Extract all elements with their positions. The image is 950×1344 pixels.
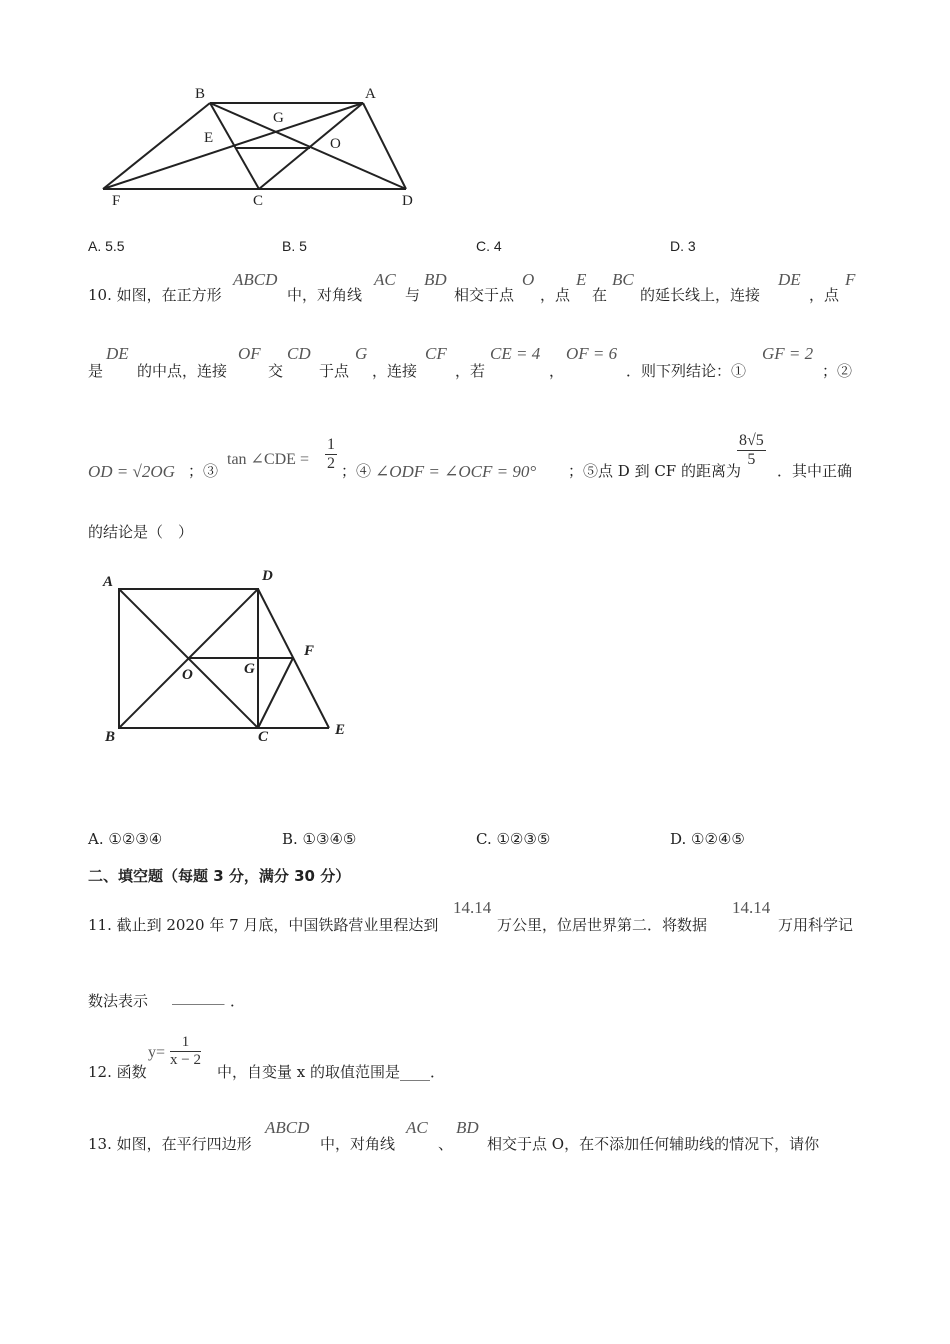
fraction-numerator: 1 bbox=[170, 1034, 201, 1052]
q10-text: ，点 bbox=[809, 286, 840, 304]
q10-option-c[interactable]: C. ①②③⑤ bbox=[476, 830, 551, 848]
q11-text: ． bbox=[230, 992, 246, 1010]
q10-text: ，点 bbox=[540, 286, 571, 304]
q10-conclusion-3: tan ∠CDE = bbox=[227, 451, 309, 468]
q10-math: AC bbox=[374, 270, 396, 289]
q10-math: CD bbox=[287, 344, 311, 363]
label-D: D bbox=[402, 193, 413, 209]
fraction-denominator: x − 2 bbox=[170, 1052, 201, 1068]
label-C: C bbox=[258, 729, 269, 745]
q9-option-b[interactable]: B. 5 bbox=[282, 238, 307, 254]
label-E: E bbox=[204, 130, 214, 146]
label-A: A bbox=[103, 574, 114, 590]
fraction-numerator: 1 bbox=[327, 436, 335, 453]
q13-text: 13. 如图，在平行四边形 bbox=[88, 1135, 252, 1153]
q11-text: 万用科学记 bbox=[778, 916, 854, 934]
q11-text: 万公里，位居世界第二．将数据 bbox=[497, 916, 708, 934]
q10-text: 的中点，连接 bbox=[137, 362, 228, 380]
q9-option-c[interactable]: C. 4 bbox=[476, 238, 502, 254]
q10-math: G bbox=[355, 344, 368, 363]
q12-text: 12. 函数 bbox=[88, 1063, 147, 1081]
q10-math: ABCD bbox=[233, 270, 278, 289]
q10-text: ；② bbox=[822, 362, 853, 380]
q10-text: ；④ bbox=[341, 462, 372, 480]
q10-conclusion-4: ∠ODF = ∠OCF = 90° bbox=[375, 462, 537, 481]
q10-text: 的延长线上，连接 bbox=[640, 286, 761, 304]
q10-text: ， bbox=[549, 362, 565, 380]
q10-text: 于点 bbox=[319, 362, 350, 380]
label-C: C bbox=[253, 193, 264, 209]
q10-math: DE bbox=[106, 344, 129, 363]
q11-text: 数法表示 bbox=[88, 992, 149, 1010]
label-O: O bbox=[182, 667, 193, 683]
q10-math: GF = 2 bbox=[762, 344, 814, 363]
q10-text: 是 bbox=[88, 362, 104, 380]
label-F: F bbox=[304, 643, 315, 659]
q10-math: CF bbox=[425, 344, 447, 363]
label-D: D bbox=[262, 568, 273, 584]
q11-text: 11. 截止到 2020 年 7 月底，中国铁路营业里程达到 bbox=[88, 916, 439, 934]
q10-math: E bbox=[576, 270, 587, 289]
q10-text: ．其中正确 bbox=[777, 462, 853, 480]
q10-option-a[interactable]: A. ①②③④ bbox=[88, 830, 163, 848]
q10-text: ；③ bbox=[188, 462, 219, 480]
q10-text: 交 bbox=[268, 362, 284, 380]
label-B: B bbox=[105, 729, 116, 745]
q10-text: 在 bbox=[592, 286, 608, 304]
q12-text: 中，自变量 x 的取值范围是____． bbox=[217, 1063, 445, 1081]
q13-math: AC bbox=[406, 1118, 428, 1137]
q10-math: OF bbox=[238, 344, 261, 363]
q10-text: 的结论是（ ） bbox=[88, 523, 194, 541]
q13-math: BD bbox=[456, 1118, 479, 1137]
q10-conclusion-2: OD = √2OG bbox=[88, 462, 175, 481]
fraction-denominator: 2 bbox=[327, 455, 335, 472]
q12-function-y: y= bbox=[148, 1044, 166, 1061]
label-E: E bbox=[335, 722, 346, 738]
q10-math: O bbox=[522, 270, 535, 289]
q11-value: 14.14 bbox=[732, 898, 771, 917]
q9-option-a[interactable]: A. 5.5 bbox=[88, 238, 125, 254]
q13-math: ABCD bbox=[265, 1118, 310, 1137]
q11-value: 14.14 bbox=[453, 898, 492, 917]
q10-option-b[interactable]: B. ①③④⑤ bbox=[282, 830, 357, 848]
q13-text: 、 bbox=[438, 1135, 454, 1153]
q10-text: 中，对角线 bbox=[287, 286, 363, 304]
q12-fraction bbox=[170, 1034, 201, 1069]
q10-math: F bbox=[845, 270, 856, 289]
q10-math: BD bbox=[424, 270, 447, 289]
q10-text: ，连接 bbox=[372, 362, 418, 380]
q10-text: 相交于点 bbox=[454, 286, 515, 304]
q10-text: 10. 如图，在正方形 bbox=[88, 286, 222, 304]
q10-text: ；⑤点 D 到 CF 的距离为 bbox=[568, 462, 741, 480]
q13-text: 中，对角线 bbox=[320, 1135, 396, 1153]
fraction-numerator: 8√5 bbox=[739, 432, 764, 449]
label-G: G bbox=[244, 661, 255, 677]
answer-blank[interactable]: _______ bbox=[172, 987, 225, 1005]
label-A: A bbox=[365, 86, 376, 102]
q10-math: OF = 6 bbox=[566, 344, 618, 363]
label-O: O bbox=[330, 136, 341, 152]
q10-text: ．则下列结论：① bbox=[626, 362, 747, 380]
q10-math: DE bbox=[778, 270, 801, 289]
q10-math: BC bbox=[612, 270, 634, 289]
q10-text: 与 bbox=[405, 286, 421, 304]
fraction-denominator: 5 bbox=[747, 451, 756, 468]
q10-option-d[interactable]: D. ①②④⑤ bbox=[670, 830, 745, 848]
q9-option-d[interactable]: D. 3 bbox=[670, 238, 696, 254]
q10-math: CE = 4 bbox=[490, 344, 541, 363]
section-heading: 二、填空题（每题 3 分，满分 30 分） bbox=[88, 867, 351, 885]
q13-text: 相交于点 O，在不添加任何辅助线的情况下，请你 bbox=[487, 1135, 820, 1153]
label-G: G bbox=[273, 110, 284, 126]
label-B: B bbox=[195, 86, 206, 102]
q10-text: ，若 bbox=[455, 362, 486, 380]
label-F: F bbox=[112, 193, 121, 209]
